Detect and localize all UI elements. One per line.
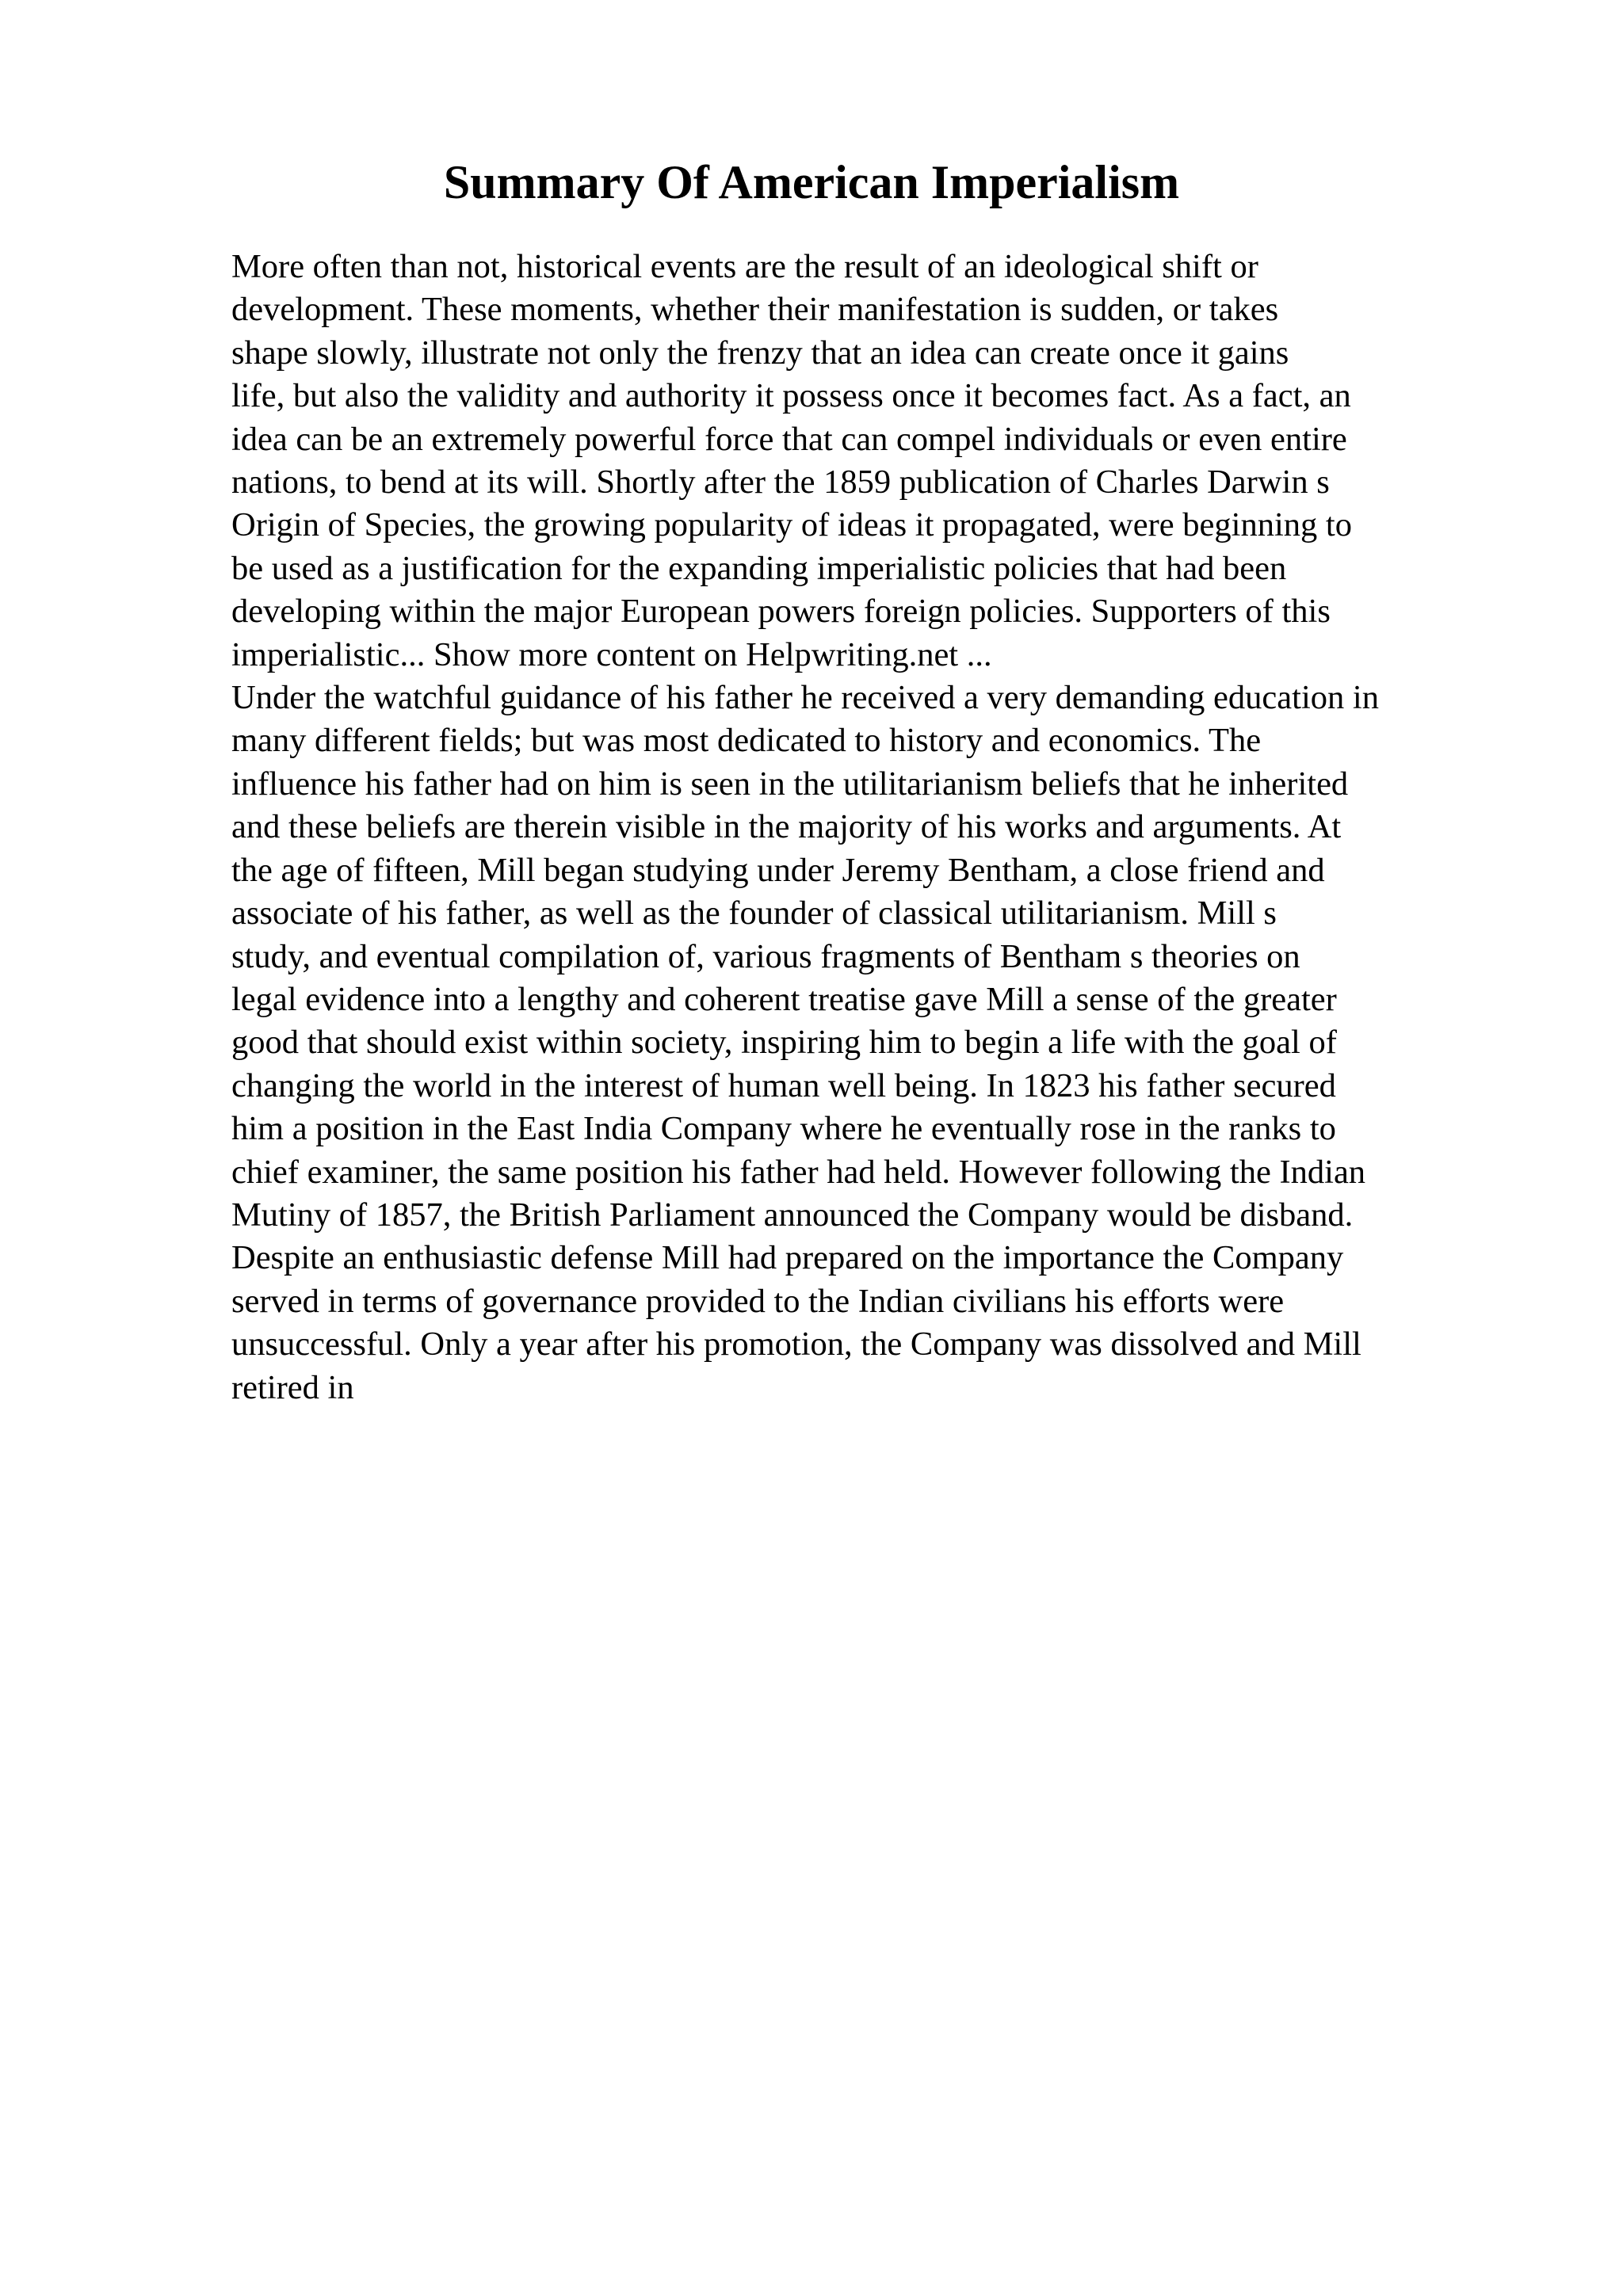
text-line: nations, to bend at its will. Shortly after the 1859 publication of Charles Darwin s [231, 463, 1330, 502]
text-line: developing within the major European powers foreign policies. Supporters of this [231, 593, 1331, 631]
text-line: idea can be an extremely powerful force that can compel individuals or even entire [231, 420, 1347, 458]
text-line: Origin of Species, the growing popularity of ideas it propagated, were beginning to [231, 506, 1352, 544]
text-line: influence his father had on him is seen in the utilitarianism beliefs that he inherited [231, 765, 1349, 803]
text-line: shape slowly, illustrate not only the frenzy that an idea can create once it gains [231, 334, 1289, 372]
text-line: study, and eventual compilation of, various fragments of Bentham s theories on [231, 937, 1300, 975]
text-line: good that should exist within society, inspiring him to begin a life with the goal of [231, 1024, 1337, 1062]
text-line: unsuccessful. Only a year after his promotion, the Company was dissolved and Mill [231, 1325, 1361, 1363]
text-line: many different fields; but was most dedicated to history and economics. The [231, 722, 1262, 760]
text-line: Mutiny of 1857, the British Parliament announced the Company would be disband. [231, 1196, 1354, 1234]
text-line: retired in [231, 1368, 354, 1406]
text-line: the age of fifteen, Mill began studying under Jeremy Bentham, a close friend and [231, 851, 1325, 889]
text-line: development. These moments, whether their manifestation is sudden, or takes [231, 291, 1279, 329]
text-line: be used as a justification for the expanding imperialistic policies that had been [231, 549, 1287, 587]
document-body [231, 246, 1594, 1409]
text-line: imperialistic... Show more content on Helpwriting.net ... [231, 635, 992, 673]
text-line: chief examiner, the same position his father had held. However following the Indian [231, 1153, 1366, 1191]
document-title: Summary Of American Imperialism [443, 156, 1180, 208]
text-line: legal evidence into a lengthy and coherent treatise gave Mill a sense of the greater [231, 980, 1337, 1018]
text-line: Despite an enthusiastic defense Mill had prepared on the importance the Company [231, 1239, 1344, 1277]
text-line: life, but also the validity and authority it possess once it becomes fact. As a fact, an [231, 377, 1351, 415]
text-line: More often than not, historical events are the result of an ideological shift or [231, 248, 1258, 285]
text-line: served in terms of governance provided to the Indian civilians his efforts were [231, 1282, 1285, 1320]
text-line: Under the watchful guidance of his father he received a very demanding education in [231, 679, 1379, 717]
text-line: and these beliefs are therein visible in the majority of his works and arguments. At [231, 808, 1342, 846]
text-line: changing the world in the interest of human well being. In 1823 his father secured [231, 1066, 1336, 1104]
text-line: associate of his father, as well as the founder of classical utilitarianism. Mill s [231, 894, 1277, 933]
text-line: him a position in the East India Company where he eventually rose in the ranks to [231, 1110, 1336, 1148]
